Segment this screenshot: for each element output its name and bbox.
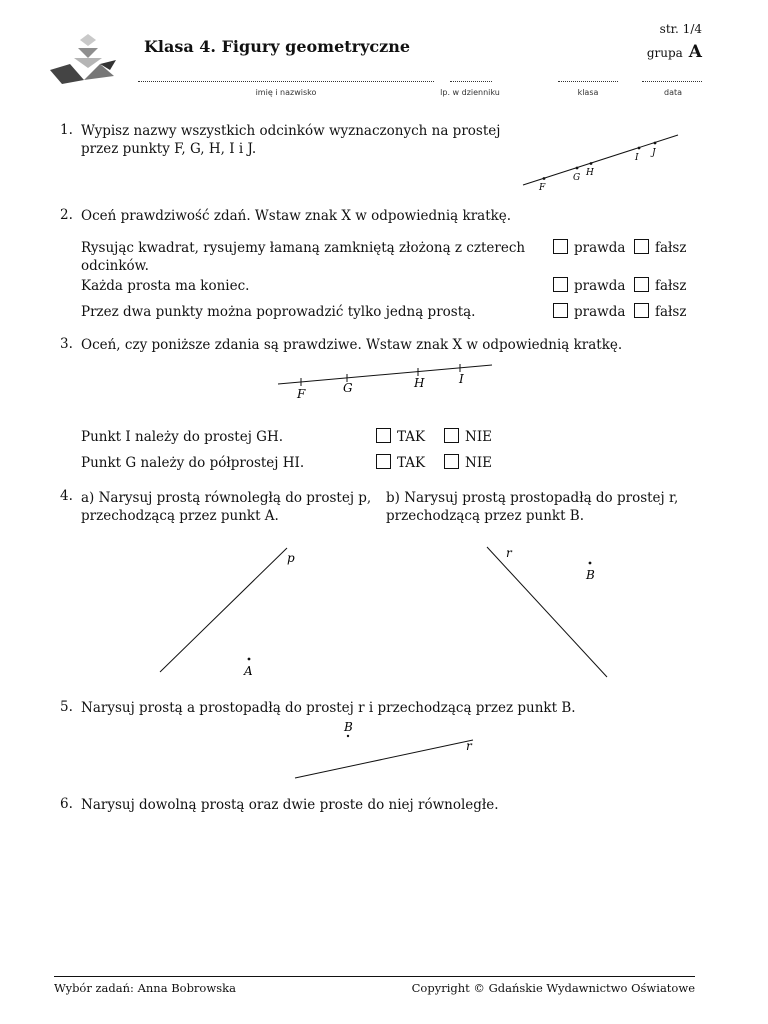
- q1-point-h: H: [586, 168, 594, 178]
- checkbox-3-1-yes[interactable]: [376, 428, 391, 443]
- number-field[interactable]: [450, 80, 492, 82]
- footer-rule: [54, 976, 695, 977]
- question-6-number: 6.: [60, 796, 73, 812]
- false-label: fałsz: [655, 304, 687, 320]
- q4-figure: [150, 540, 620, 685]
- footer-author: Wybór zadań: Anna Bobrowska: [54, 981, 236, 995]
- answer-2-3-true[interactable]: [553, 303, 625, 320]
- class-caption: klasa: [577, 88, 599, 97]
- question-5-text: Narysuj prostą a prostopadłą do prostej r i przechodzącą przez punkt B.: [81, 700, 576, 716]
- question-3-text: Oceń, czy poniższe zdania są prawdziwe. Wstaw znak X w odpowiednią kratkę.: [81, 337, 623, 353]
- true-label: prawda: [574, 304, 626, 320]
- yes-label: TAK: [397, 455, 426, 471]
- statement-2-2: Każda prosta ma koniec.: [81, 278, 250, 294]
- question-4b-text: [386, 489, 678, 525]
- checkbox-3-1-no[interactable]: [444, 428, 459, 443]
- question-4b-line2: przechodzącą przez punkt B.: [386, 508, 585, 524]
- question-2-text: Oceń prawdziwość zdań. Wstaw znak X w odpowiednią kratkę.: [81, 208, 512, 224]
- statement-2-1: [81, 239, 525, 275]
- q1-point-j: J: [652, 148, 656, 158]
- checkbox-2-1-true[interactable]: [553, 239, 568, 254]
- statement-3-2: Punkt G należy do półprostej HI.: [81, 455, 305, 471]
- false-label: fałsz: [655, 240, 687, 256]
- answer-3-2-no[interactable]: [444, 454, 492, 471]
- statement-2-3: Przez dwa punkty można poprowadzić tylko jedną prostą.: [81, 304, 476, 320]
- q3-point-h: H: [414, 376, 425, 390]
- question-4a-text: [81, 489, 371, 525]
- q3-point-g: G: [343, 381, 353, 395]
- checkbox-3-2-yes[interactable]: [376, 454, 391, 469]
- checkbox-2-2-false[interactable]: [634, 277, 649, 292]
- checkbox-3-2-no[interactable]: [444, 454, 459, 469]
- q3-line-figure: [276, 360, 496, 404]
- no-label: NIE: [465, 429, 492, 445]
- name-field[interactable]: [138, 80, 434, 82]
- true-label: prawda: [574, 240, 626, 256]
- q5-point-b-label: B: [344, 720, 353, 734]
- answer-3-2-yes[interactable]: [376, 454, 425, 471]
- checkbox-2-3-false[interactable]: [634, 303, 649, 318]
- q1-point-f: F: [539, 183, 546, 192]
- question-3-number: 3.: [60, 336, 73, 352]
- class-field[interactable]: [558, 80, 618, 82]
- q3-point-i: I: [459, 372, 464, 386]
- q1-line-figure: [520, 130, 685, 192]
- question-1-line1: Wypisz nazwy wszystkich odcinków wyznaczonych na prostej: [81, 123, 501, 139]
- statement-3-1: Punkt I należy do prostej GH.: [81, 429, 284, 445]
- answer-2-1-false[interactable]: [634, 239, 686, 256]
- date-field[interactable]: [642, 80, 702, 82]
- checkbox-2-2-true[interactable]: [553, 277, 568, 292]
- answer-3-1-no[interactable]: [444, 428, 492, 445]
- question-1-line2: przez punkty F, G, H, I i J.: [81, 141, 257, 157]
- page-title: Klasa 4. Figury geometryczne: [144, 37, 411, 56]
- answer-3-1-yes[interactable]: [376, 428, 425, 445]
- footer-copyright: Copyright © Gdańskie Wydawnictwo Oświatowe: [411, 981, 695, 995]
- answer-2-2-false[interactable]: [634, 277, 686, 294]
- statement-2-1-line2: odcinków.: [81, 258, 149, 274]
- line-p-label: p: [287, 551, 295, 565]
- answer-2-2-true[interactable]: [553, 277, 625, 294]
- false-label: fałsz: [655, 278, 687, 294]
- point-b-label: B: [586, 568, 595, 582]
- question-4-number: 4.: [60, 488, 73, 504]
- group-value: A: [688, 42, 702, 62]
- group-indicator: [647, 42, 702, 62]
- q3-point-f: F: [297, 387, 306, 401]
- true-label: prawda: [574, 278, 626, 294]
- yes-label: TAK: [397, 429, 426, 445]
- number-caption: lp. w dzienniku: [440, 88, 500, 97]
- question-6-text: Narysuj dowolną prostą oraz dwie proste do niej równoległe.: [81, 797, 499, 813]
- question-4a-line2: przechodzącą przez punkt A.: [81, 508, 279, 524]
- q1-point-g: G: [573, 173, 581, 183]
- date-caption: data: [663, 88, 683, 97]
- question-4b-line1: b) Narysuj prostą prostopadłą do prostej r,: [386, 490, 679, 506]
- question-1-number: 1.: [60, 122, 73, 138]
- question-5-number: 5.: [60, 699, 73, 715]
- answer-2-3-false[interactable]: [634, 303, 686, 320]
- answer-2-1-true[interactable]: [553, 239, 625, 256]
- group-label: grupa: [646, 46, 683, 60]
- publisher-logo: [48, 34, 118, 88]
- name-caption: imię i nazwisko: [255, 88, 317, 97]
- question-4a-line1: a) Narysuj prostą równoległą do prostej p,: [81, 490, 372, 506]
- page-number: str. 1/4: [659, 22, 702, 36]
- question-1-text: [81, 122, 500, 158]
- checkbox-2-1-false[interactable]: [634, 239, 649, 254]
- point-a-label: A: [244, 664, 253, 678]
- question-2-number: 2.: [60, 207, 73, 223]
- statement-2-1-line1: Rysując kwadrat, rysujemy łamaną zamkniętą złożoną z czterech: [81, 240, 526, 256]
- q1-point-i: I: [635, 153, 639, 163]
- no-label: NIE: [465, 455, 492, 471]
- q5-figure: [290, 716, 480, 782]
- checkbox-2-3-true[interactable]: [553, 303, 568, 318]
- q5-line-r-label: r: [466, 739, 472, 753]
- line-r-label: r: [506, 546, 512, 560]
